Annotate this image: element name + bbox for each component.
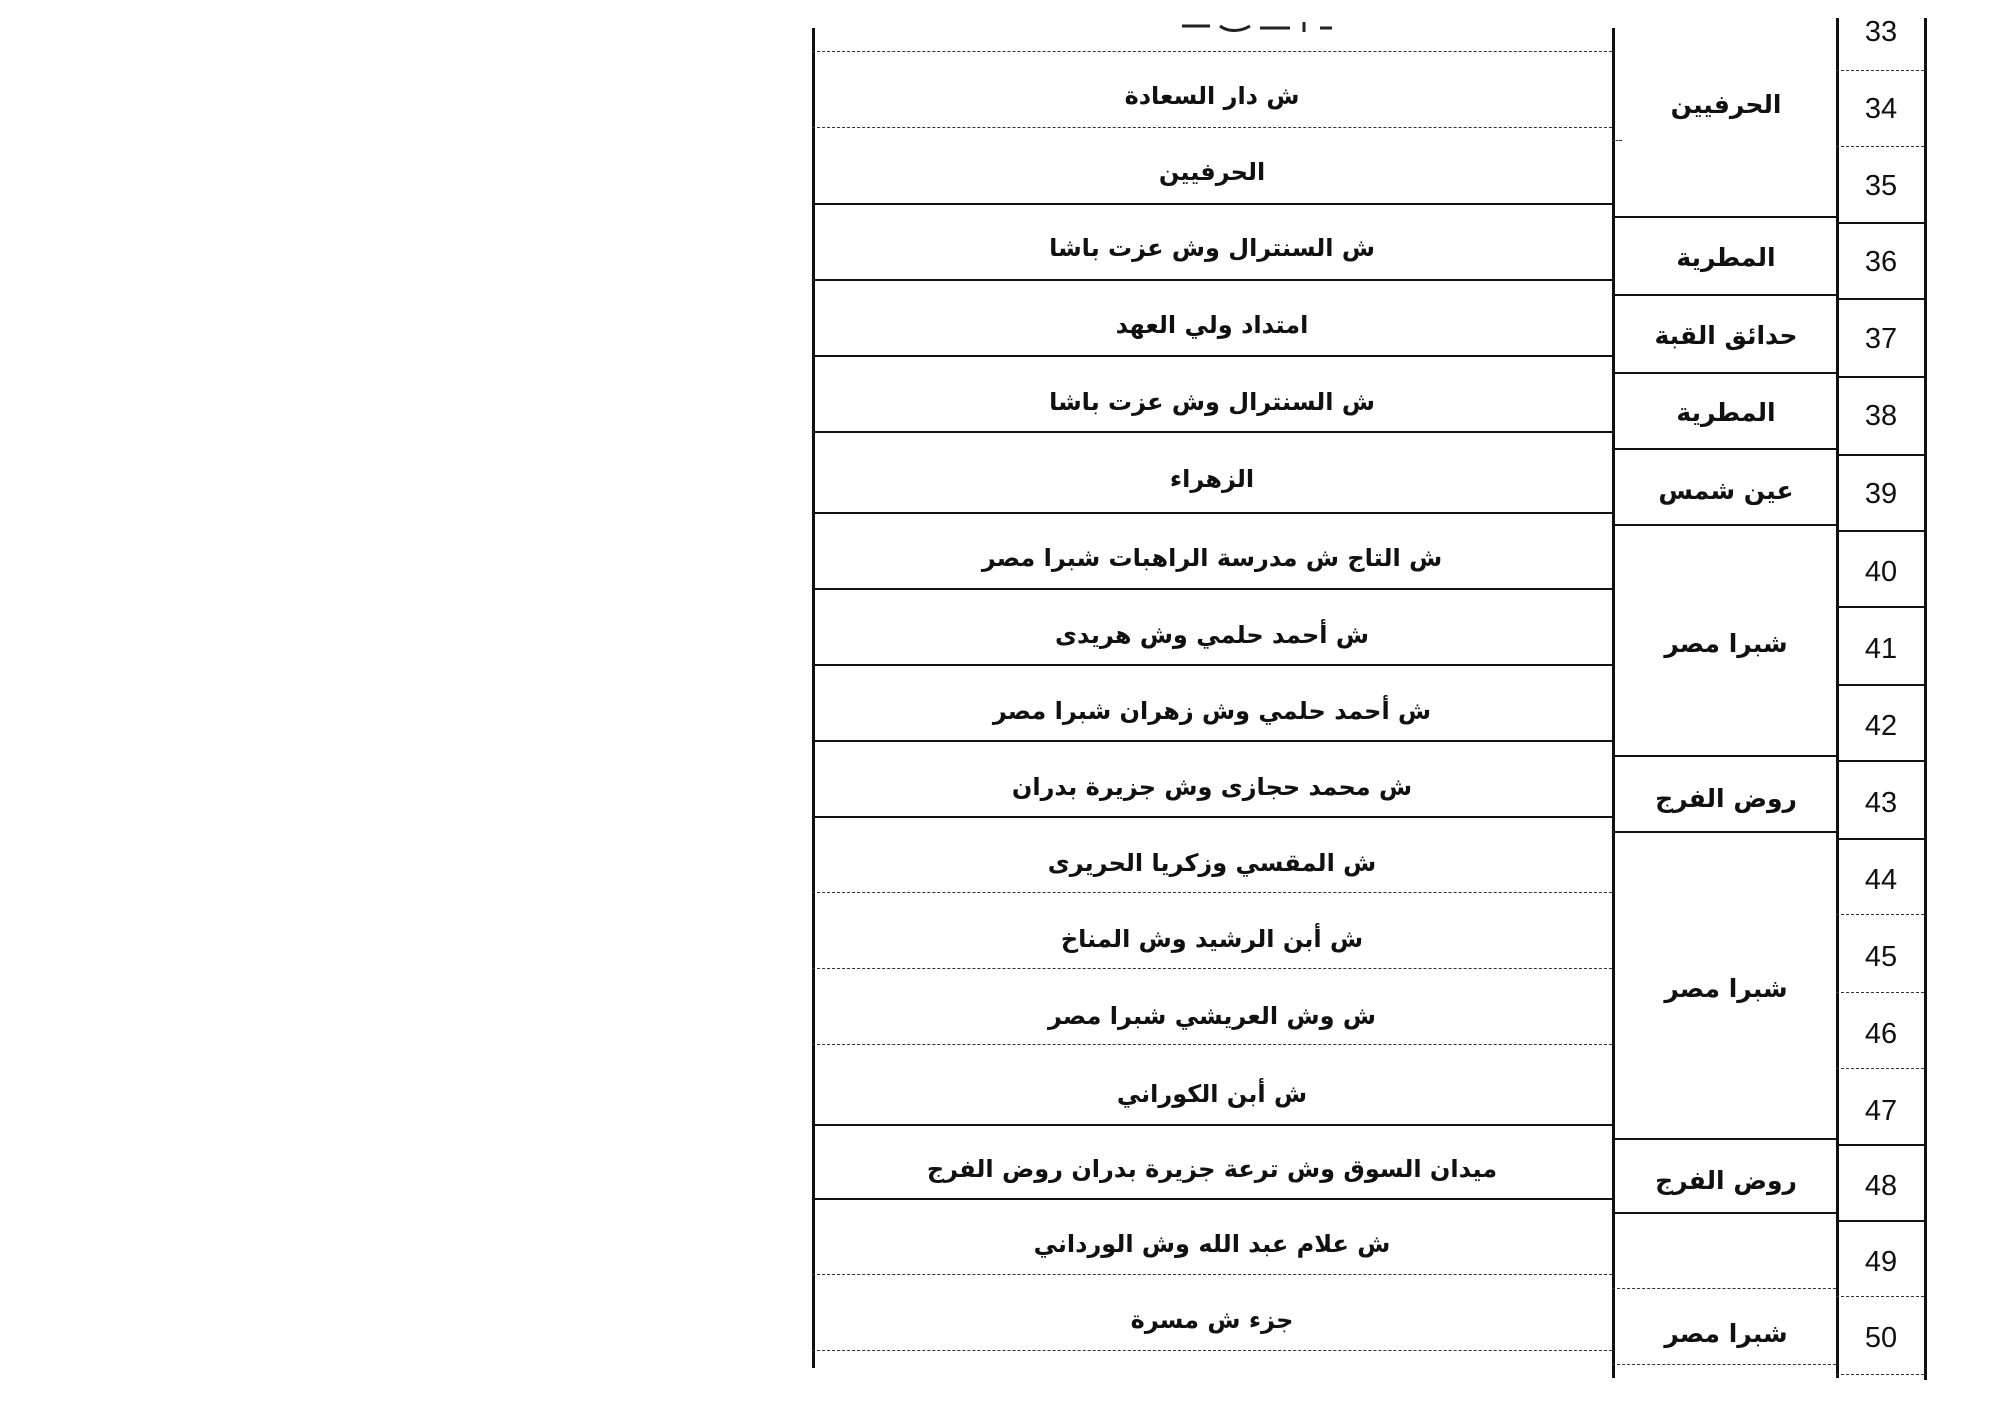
area-divider <box>1612 216 1836 218</box>
street-cell: جزء ش مسرة <box>1130 1306 1294 1334</box>
street-cell: ميدان السوق وش ترعة جزيرة بدران روض الفرج <box>926 1155 1498 1183</box>
area-divider <box>1612 1288 1836 1289</box>
street-cell: ش أحمد حلمي وش زهران شبرا مصر <box>992 697 1432 725</box>
row-number: 47 <box>1864 1094 1898 1127</box>
row-number: 37 <box>1864 322 1898 355</box>
area-cell: المطرية <box>1676 397 1776 427</box>
street-cell: ش أبن الكوراني <box>1116 1080 1308 1108</box>
cropped-text-fragment <box>1180 18 1340 38</box>
area-cell: حدائق القبة <box>1654 320 1798 350</box>
row-number: 38 <box>1864 399 1898 432</box>
street-cell: ش السنترال وش عزت باشا <box>1049 388 1375 416</box>
street-cell: ش المقسي وزكريا الحريرى <box>1047 849 1377 877</box>
street-cell: ش التاج ش مدرسة الراهبات شبرا مصر <box>981 544 1443 572</box>
row-number: 48 <box>1864 1169 1898 1202</box>
area-cell: روض الفرج <box>1655 783 1797 813</box>
row-number: 40 <box>1864 555 1898 588</box>
area-cell: شبرا مصر <box>1664 628 1788 658</box>
row-number: 36 <box>1864 245 1898 278</box>
street-cell: ش دار السعادة <box>1124 82 1300 110</box>
street-cell: ش أبن الرشيد وش المناخ <box>1060 925 1364 953</box>
row-number: 41 <box>1864 632 1898 665</box>
row-number: 33 <box>1864 15 1898 48</box>
row-number: 50 <box>1864 1321 1898 1354</box>
table-border-right <box>1924 18 1927 1380</box>
row-number: 39 <box>1864 477 1898 510</box>
row-number: 35 <box>1864 169 1898 202</box>
area-divider <box>1612 1138 1836 1140</box>
row-divider <box>812 51 1612 52</box>
column-divider-street-area <box>1612 28 1615 1378</box>
street-cell: ش محمد حجازى وش جزيرة بدران <box>1011 773 1413 801</box>
area-cell: روض الفرج <box>1655 1165 1797 1195</box>
area-cell: المطرية <box>1676 242 1776 272</box>
area-cell: شبرا مصر <box>1664 1318 1788 1348</box>
street-cell: ش السنترال وش عزت باشا <box>1049 234 1375 262</box>
row-number: 49 <box>1864 1245 1898 1278</box>
street-cell: ش أحمد حلمي وش هريدى <box>1055 621 1369 649</box>
area-cell: شبرا مصر <box>1664 973 1788 1003</box>
area-divider <box>1612 755 1836 757</box>
row-number: 43 <box>1864 786 1898 819</box>
area-cell: عين شمس <box>1658 475 1794 505</box>
row-number: 46 <box>1864 1017 1898 1050</box>
street-cell: ش علام عبد الله وش الورداني <box>1033 1230 1391 1258</box>
area-cell: الحرفيين <box>1670 89 1782 119</box>
row-number: 44 <box>1864 863 1898 896</box>
street-cell: الحرفيين <box>1158 158 1266 186</box>
row-number: 42 <box>1864 709 1898 742</box>
street-cell: امتداد ولي العهد <box>1115 311 1309 339</box>
row-number: 34 <box>1864 92 1898 125</box>
row-number: 45 <box>1864 940 1898 973</box>
street-cell: الزهراء <box>1169 465 1255 493</box>
street-cell: ش وش العريشي شبرا مصر <box>1048 1002 1376 1030</box>
